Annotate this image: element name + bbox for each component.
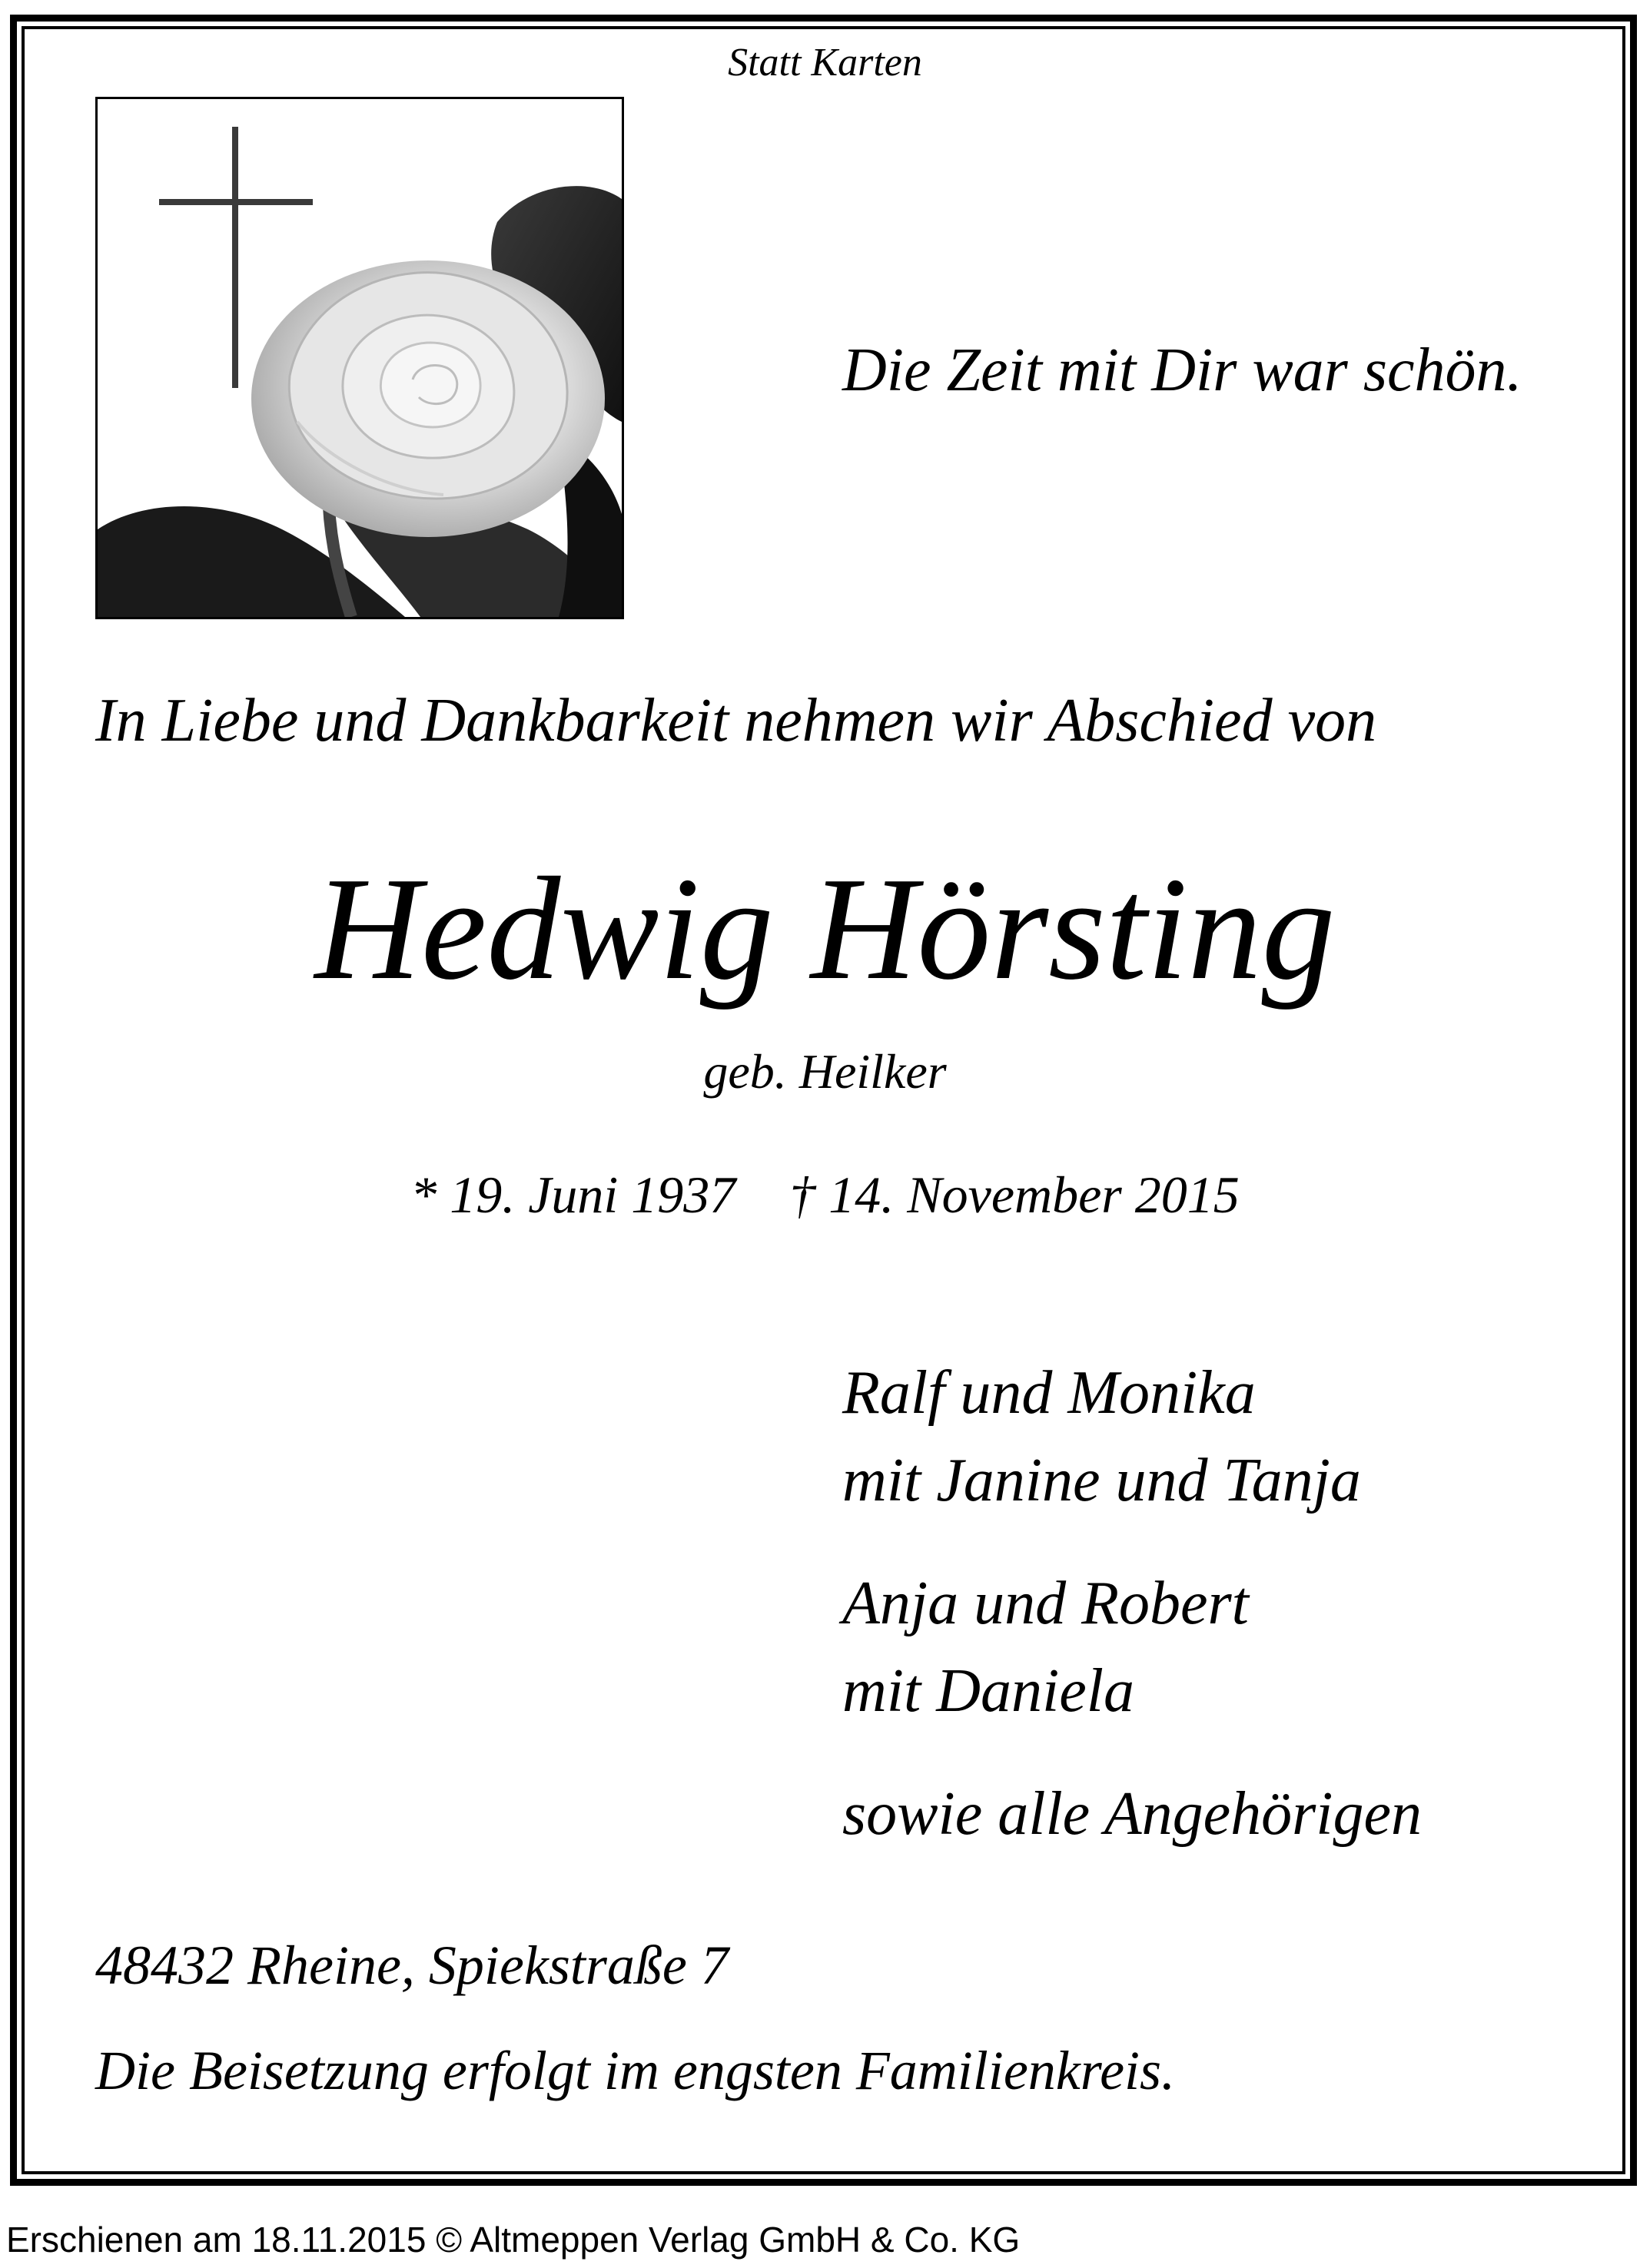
birth-date: * 19. Juni 1937 [410,1166,736,1224]
mourners-list [842,1349,1422,1893]
death-date: † 14. November 2015 [789,1166,1240,1224]
statt-karten-header: Statt Karten [728,41,922,85]
address: 48432 Rheine, Spiekstraße 7 [95,1935,729,1996]
burial-note: Die Beisetzung erfolgt im engsten Familienkreis. [95,2040,1176,2101]
mourner-group [842,1349,1422,1524]
motto: Die Zeit mit Dir war schön. [842,337,1522,404]
mourner-group [842,1560,1422,1735]
life-dates [0,1166,1650,1224]
mourner-line: mit Janine und Tanja [842,1447,1361,1514]
mourner-line: Anja und Robert [842,1570,1249,1637]
mourner-group [842,1770,1422,1858]
deceased-name: Hedwig Hörsting [314,847,1336,1010]
mourner-line: mit Daniela [842,1657,1134,1725]
mourner-line: sowie alle Angehörigen [842,1780,1422,1848]
intro-line: In Liebe und Dankbarkeit nehmen wir Abschied von [95,687,1377,754]
maiden-name: geb. Heilker [703,1044,947,1099]
rose-with-cross-icon [95,97,624,619]
publication-footer: Erschienen am 18.11.2015 © Altmeppen Verlag GmbH & Co. KG [6,2220,1021,2260]
mourner-line: Ralf und Monika [842,1359,1256,1427]
